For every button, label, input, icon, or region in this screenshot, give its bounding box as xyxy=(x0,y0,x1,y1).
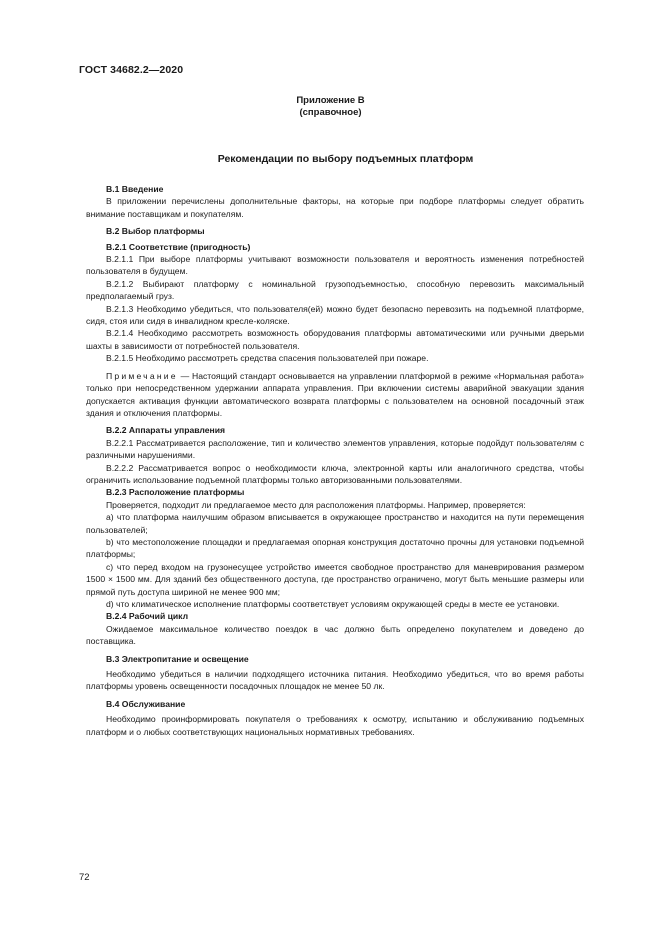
document-header-id: ГОСТ 34682.2—2020 xyxy=(79,64,184,76)
paragraph: В приложении перечислены дополнительные факторы, на которые при подборе платформы следует обратить внимание поставщикам и покупателям. xyxy=(86,196,584,219)
paragraph: Проверяется, подходит ли предлагаемое место для расположения платформы. Например, проверяется: xyxy=(106,499,526,510)
section-heading-b1: В.1 Введение xyxy=(106,184,164,194)
paragraph: В.2.1.2 Выбирают платформу с номинальной грузоподъемностью, способную перевозить максимальный предполагаемый груз. xyxy=(86,278,584,302)
paragraph: Необходимо проинформировать покупателя о требованиях к осмотру, испытанию и обслуживанию подъемных платформ и о любых соответствующих национальных нормативных требованиях. xyxy=(86,714,584,737)
section-heading-b4: В.4 Обслуживание xyxy=(106,698,186,709)
subsection-heading-b23: В.2.3 Расположение платформы xyxy=(106,487,245,498)
list-item: a) что платформа наилучшим образом вписывается в окружающее пространство и находится на пути перемещения пользователей; xyxy=(86,512,584,535)
paragraph: Необходимо убедиться в наличии подходящего источника питания. Необходимо убедиться, что во время работы платформы уровень освещенности посадочных площадок не менее 50 лк. xyxy=(86,669,584,692)
appendix-subtitle: (справочное) xyxy=(299,107,362,118)
document-title: Рекомендации по выбору подъемных платформ xyxy=(217,153,474,165)
document-body xyxy=(86,183,584,738)
paragraph: В.2.1.5 Необходимо рассмотреть средства спасения пользователей при пожаре. xyxy=(106,353,429,364)
page-number: 72 xyxy=(79,872,90,883)
subsection-heading-b22: В.2.2 Аппараты управления xyxy=(106,425,226,436)
list-item: b) что местоположение площадки и предлагаемая опорная конструкция достаточно прочны для установки подъемной платформы; xyxy=(86,536,584,560)
note-text: — Настоящий стандарт основывается на управлении платформой в режиме «Нормальная работа» только при непосредственном удержании аппарата управления. При включении системы аварийной эвакуации здания допускается активация функции автоматического возврата платформы с пользователем на основной посадочный этаж здания и отключения платформы. xyxy=(86,370,584,418)
note-label: Примечание xyxy=(106,370,178,381)
section-heading-b2: В.2 Выбор платформы xyxy=(106,226,205,237)
subsection-heading-b24: В.2.4 Рабочий цикл xyxy=(106,611,189,622)
paragraph: В.2.1.3 Необходимо убедиться, что пользователя(ей) можно будет безопасно перевозить на подъемной платформе, сидя, стоя или сидя в инвалидном кресле-коляске. xyxy=(86,303,584,327)
paragraph: В.2.2.1 Рассматривается расположение, тип и количество элементов управления, которые подойдут пользователям с различными нарушениями. xyxy=(86,437,584,461)
appendix-title: Приложение В xyxy=(296,95,365,106)
list-item: d) что климатическое исполнение платформы соответствует условиям окружающей среды в месте ее установки. xyxy=(106,599,560,609)
note-paragraph xyxy=(86,370,584,420)
section-heading-b3: В.3 Электропитание и освещение xyxy=(106,653,249,664)
paragraph: В.2.1.4 Необходимо рассмотреть возможность оборудования платформы автоматическими или ручными дверьми шахты в зависимости от потребностей пользователя. xyxy=(86,328,584,351)
paragraph: В.2.1.1 При выборе платформы учитывают возможности пользователя и вероятность изменения потребностей пользователя в будущем. xyxy=(86,254,584,277)
subsection-heading-b21: В.2.1 Соответствие (пригодность) xyxy=(106,241,251,252)
appendix-block xyxy=(0,95,661,119)
paragraph: Ожидаемое максимальное количество поездок в час должно быть определено покупателем и доведено до поставщика. xyxy=(86,623,584,647)
paragraph: В.2.2.2 Рассматривается вопрос о необходимости ключа, электронной карты или аналогичного средства, чтобы ограничить использование подъемной платформы только авторизованными пользователями. xyxy=(86,462,584,485)
list-item: c) что перед входом на грузонесущее устройство имеется свободное пространство для маневрирования размером 1500 × 1500 мм. Для зданий без общественного доступа, где пространство ограничено, могут быть меньшие размеры или прямой путь доступа шириной не менее 900 мм; xyxy=(86,561,584,597)
